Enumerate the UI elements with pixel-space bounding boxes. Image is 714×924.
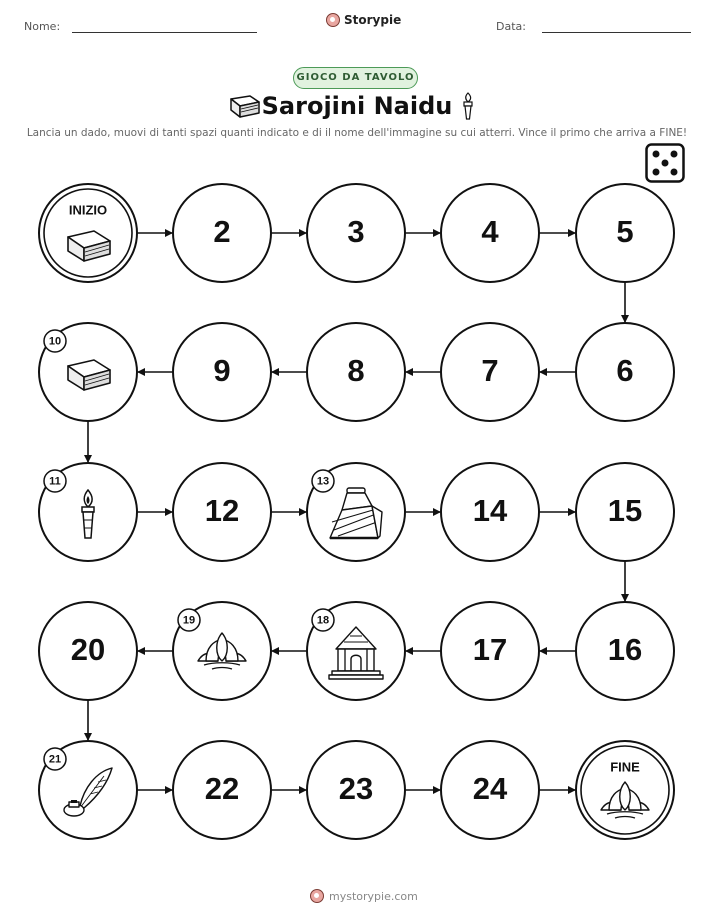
board-cell-13[interactable] <box>307 463 405 561</box>
cell-number: 18 <box>316 614 330 627</box>
board-cell-14[interactable] <box>441 463 539 561</box>
board-cell-25[interactable] <box>576 741 674 839</box>
cell-number: 11 <box>49 475 61 488</box>
board-cell-21[interactable] <box>39 741 137 839</box>
cell-number: 4 <box>481 214 499 250</box>
cell-number: 15 <box>607 493 643 529</box>
cell-number: 10 <box>48 335 62 348</box>
board-cell-9[interactable] <box>173 323 271 421</box>
brand-name: Storypie <box>344 13 402 27</box>
instructions: Lancia un dado, muovi di tanti spazi quanti indicato e di il nome dell'immagine su cui atterri. Vince il primo che arriva a FINE! <box>26 127 688 139</box>
name-label: Nome: <box>24 20 61 33</box>
board-cell-8[interactable] <box>307 323 405 421</box>
board-cell-2[interactable] <box>173 184 271 282</box>
date-label: Data: <box>496 20 526 33</box>
cell-number: 14 <box>472 493 508 529</box>
cell-number: 19 <box>182 614 196 627</box>
cell-number: 12 <box>204 493 240 529</box>
board-cell-7[interactable] <box>441 323 539 421</box>
cell-number: 24 <box>472 771 508 807</box>
cell-number: 17 <box>472 632 508 668</box>
cell-number: 7 <box>481 353 499 389</box>
footer <box>310 889 418 903</box>
board-cell-1[interactable] <box>39 184 137 282</box>
page-title: Sarojini Naidu <box>261 92 453 120</box>
cell-number: 23 <box>338 771 374 807</box>
cell-number: 2 <box>213 214 231 250</box>
board-cell-5[interactable] <box>576 184 674 282</box>
torch-icon <box>82 490 94 538</box>
cell-number: 22 <box>204 771 240 807</box>
board-cell-23[interactable] <box>307 741 405 839</box>
footer-url[interactable]: mystorypie.com <box>329 889 418 903</box>
board-cell-6[interactable] <box>576 323 674 421</box>
cell-number: 21 <box>48 753 62 766</box>
board-cell-24[interactable] <box>441 741 539 839</box>
board-cell-17[interactable] <box>441 602 539 700</box>
board-cell-19[interactable] <box>173 602 271 700</box>
board-cell-3[interactable] <box>307 184 405 282</box>
cell-number: 13 <box>316 475 330 488</box>
cell-number: 3 <box>347 214 365 250</box>
board-cell-20[interactable] <box>39 602 137 700</box>
board-cell-11[interactable] <box>39 463 137 561</box>
cell-number: 5 <box>616 214 634 250</box>
storypie-logo-icon <box>310 889 324 903</box>
board-cell-22[interactable] <box>173 741 271 839</box>
game-type-badge: GIOCO DA TAVOLO <box>293 67 418 89</box>
board-cell-15[interactable] <box>576 463 674 561</box>
board-cell-18[interactable] <box>307 602 405 700</box>
cell-label: FINE <box>610 759 640 775</box>
cell-label: INIZIO <box>68 202 108 218</box>
cell-number: 20 <box>70 632 106 668</box>
board-cell-12[interactable] <box>173 463 271 561</box>
cell-number: 8 <box>347 353 365 389</box>
board-cell-16[interactable] <box>576 602 674 700</box>
cell-number: 16 <box>607 632 643 668</box>
board-cell-4[interactable] <box>441 184 539 282</box>
cell-number: 9 <box>213 353 231 389</box>
cell-number: 6 <box>616 353 634 389</box>
board-cell-10[interactable] <box>39 323 137 421</box>
